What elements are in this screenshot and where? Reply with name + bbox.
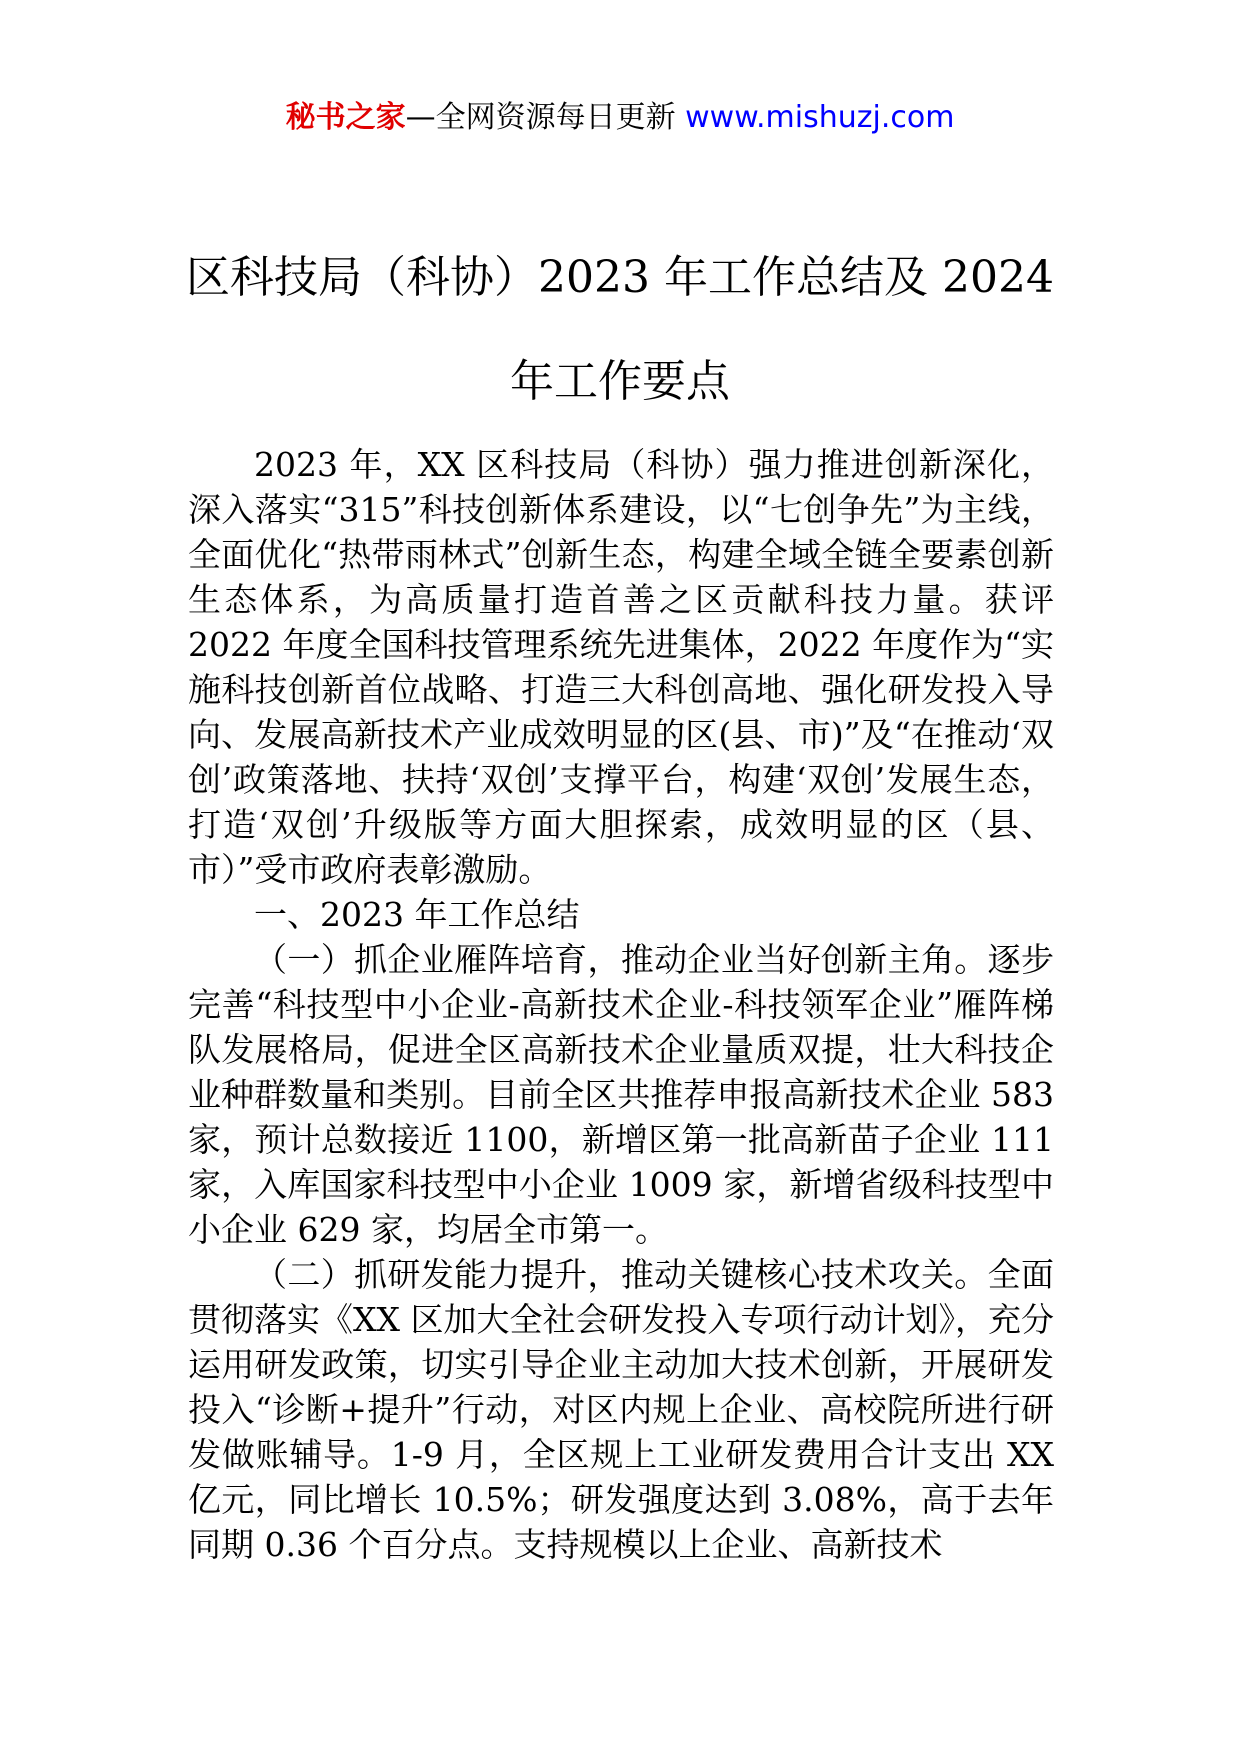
title-line-1: 区科技局（科协）2023 年工作总结及 2024 bbox=[186, 252, 1054, 303]
paragraph-intro: 2023 年，XX 区科技局（科协）强力推进创新深化，深入落实“315”科技创新体系建设，以“七创争先”为主线，全面优化“热带雨林式”创新生态，构建全域全链全要素创新生态体系，为高质量打造首善之区贡献科技力量。获评 2022 年度全国科技管理系统先进集体，2022 年度作为“实施科技创新首位战略、打造三大科创高地、强化研发投入导向、发展高新技术产业成效明显的区(县、市)”及“在推动‘双创’政策落地、扶持‘双创’支撑平台，构建‘双创’发展生态，打造‘双创’升级版等方面大胆探索，成效明显的区（县、市）”受市政府表彰激励。 bbox=[188, 445, 1054, 889]
document-title bbox=[160, 226, 1080, 434]
site-header bbox=[0, 98, 1240, 138]
brand-name: 秘书之家 bbox=[285, 100, 406, 135]
paragraph-rnd: （二）抓研发能力提升，推动关键核心技术攻关。全面贯彻落实《XX 区加大全社会研发投入专项行动计划》，充分运用研发政策，切实引导企业主动加大技术创新，开展研发投入“诊断+提升”行动，对区内规上企业、高校院所进行研发做账辅导。1-9 月，全区规上工业研发费用合计支出 XX 亿元，同比增长 10.5%；研发强度达到 3.08%，高于去年同期 0.36 个百分点。支持规模以上企业、高新技术 bbox=[188, 1255, 1054, 1564]
title-line-2: 年工作要点 bbox=[510, 356, 730, 407]
header-url-link[interactable]: www.mishuzj.com bbox=[685, 100, 955, 135]
header-tagline: —全网资源每日更新 bbox=[405, 100, 676, 135]
section-heading: 一、2023 年工作总结 bbox=[254, 895, 580, 934]
document-body bbox=[188, 442, 1054, 1567]
paragraph-enterprise: （一）抓企业雁阵培育，推动企业当好创新主角。逐步完善“科技型中小企业-高新技术企业-科技领军企业”雁阵梯队发展格局，促进全区高新技术企业量质双提，壮大科技企业种群数量和类别。目前全区共推荐申报高新技术企业 583 家，预计总数接近 1100，新增区第一批高新苗子企业 111 家，入库国家科技型中小企业 1009 家，新增省级科技型中小企业 629 家，均居全市第一。 bbox=[188, 940, 1054, 1249]
